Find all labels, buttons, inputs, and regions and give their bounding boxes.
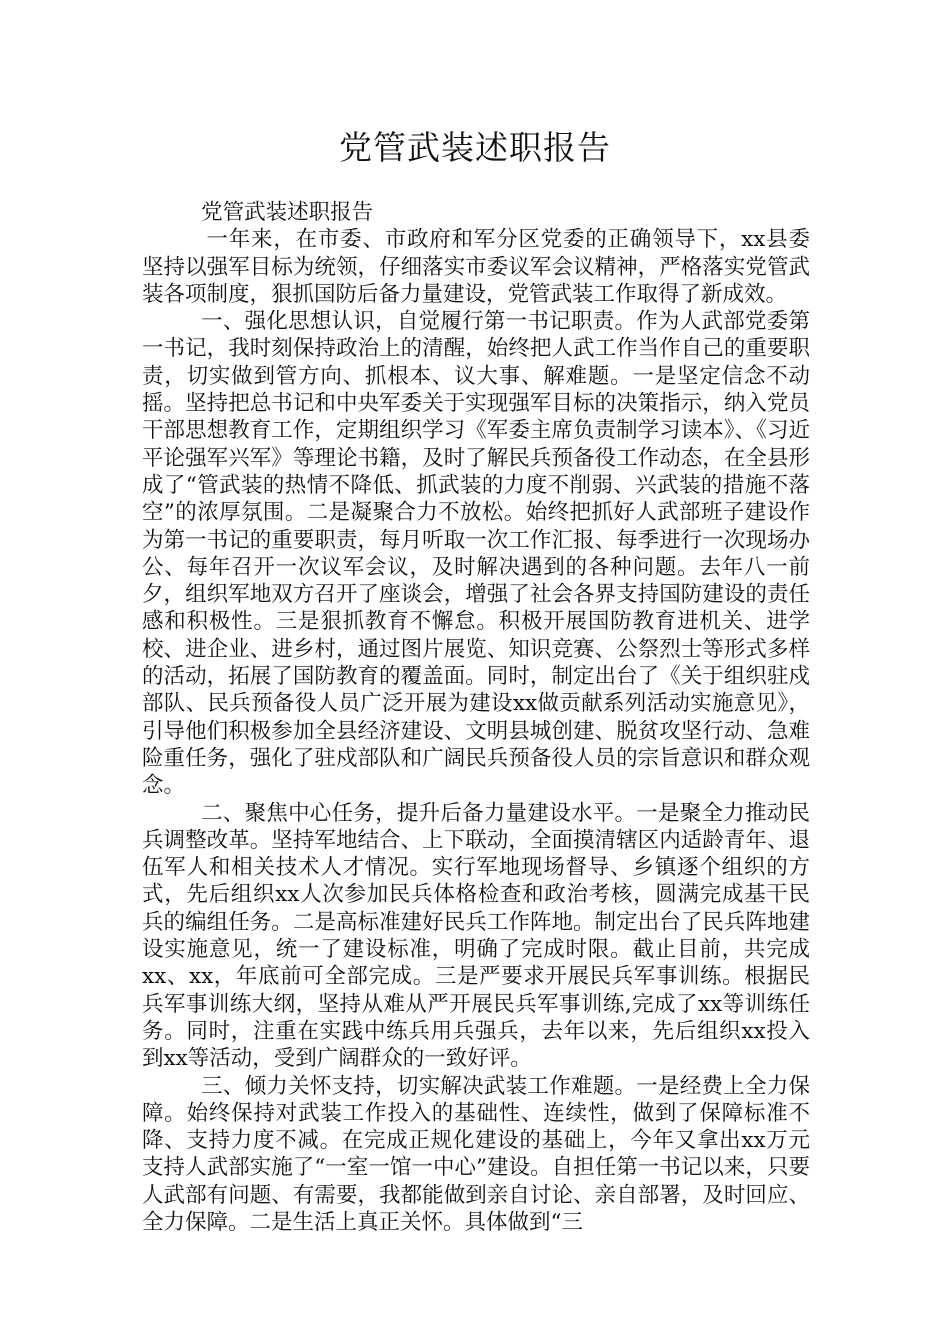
document-title: 党管武装述职报告 bbox=[339, 128, 611, 167]
paragraph-section-1: 一、强化思想认识，自觉履行第一书记职责。作为人武部党委第一书记，我时刻保持政治上的清醒，始终把人武工作当作自己的重要职责，切实做到管方向、抓根本、议大事、解难题。一是坚定信念不动摇。坚持把总书记和中央军委关于实现强军目标的决策指示，纳入党员干部思想教育工作，定期组织学习《军委主席负责制学习读本》、《习近平论强军兴军》等理论书籍，及时了解民兵预备役工作动态，在全县形成了“管武装的热情不降低、抓武装的力度不削弱、兴武装的措施不落空”的浓厚氛围。二是凝聚合力不放松。始终把抓好人武部班子建设作为第一书记的重要职责，每月听取一次工作汇报、每季进行一次现场办公、每年召开一次议军会议，及时解决遇到的各种问题。去年八一前夕，组织军地双方召开了座谈会，增强了社会各界支持国防建设的责任感和积极性。三是狠抓教育不懈怠。积极开展国防教育进机关、进学校、进企业、进乡村，通过图片展览、知识竞赛、公祭烈士等形式多样的活动，拓展了国防教育的覆盖面。同时，制定出台了《关于组织驻戍部队、民兵预备役人员广泛开展为建设xx做贡献系列活动实施意见》，引导他们积极参加全县经济建设、文明县城创建、脱贫攻坚行动、急难险重任务，强化了驻戍部队和广阔民兵预备役人员的宗旨意识和群众观念。 bbox=[142, 309, 810, 799]
paragraph-section-2: 二、聚焦中心任务，提升后备力量建设水平。一是聚全力推动民兵调整改革。坚持军地结合、上下联动，全面摸清辖区内适龄青年、退伍军人和相关技术人才情况。实行军地现场督导、乡镇逐个组织的方式，先后组织xx人次参加民兵体格检查和政治考核，圆满完成基干民兵的编组任务。二是高标准建好民兵工作阵地。制定出台了民兵阵地建设实施意见，统一了建设标准，明确了完成时限。截止目前，共完成xx、xx，年底前可全部完成。三是严要求开展民兵军事训练。根据民兵军事训练大纲，坚持从难从严开展民兵军事训练,完成了xx等训练任务。同时，注重在实践中练兵用兵强兵，去年以来，先后组织xx投入到xx等活动，受到广阔群众的一致好评。 bbox=[142, 800, 810, 1072]
document-body bbox=[142, 199, 810, 1236]
paragraph-section-3: 三、倾力关怀支持，切实解决武装工作难题。一是经费上全力保障。始终保持对武装工作投入的基础性、连续性，做到了保障标准不降、支持力度不减。在完成正规化建设的基础上，今年又拿出xx万元支持人武部实施了“一室一馆一中心”建设。自担任第一书记以来，只要人武部有问题、有需要，我都能做到亲自讨论、亲自部署，及时回应、全力保障。二是生活上真正关怀。具体做到“三 bbox=[142, 1073, 810, 1235]
paragraph-intro: 一年来，在市委、市政府和军分区党委的正确领导下，xx县委坚持以强军目标为统领，仔细落实市委议军会议精神，严格落实党管武装各项制度，狠抓国防后备力量建设，党管武装工作取得了新成效。 bbox=[142, 227, 810, 307]
document-subtitle: 党管武装述职报告 bbox=[201, 200, 374, 225]
